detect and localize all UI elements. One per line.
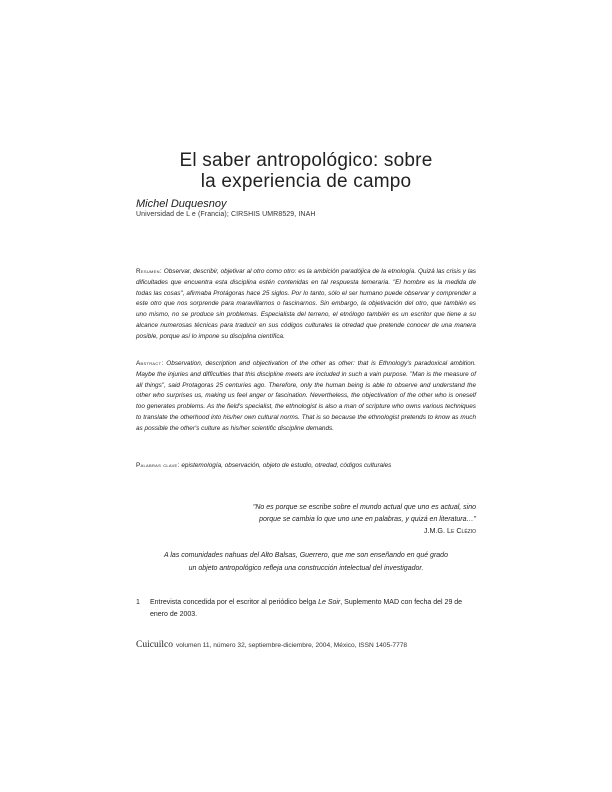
title-line-1: El saber antropológico: sobre [179,149,433,171]
epigraph-line-2: porque se cambia lo que uno une en palabras, y quizá en literatura…" [259,515,476,523]
author-affiliation: Universidad de L e (Francia); CIRSHIS UMR8529, INAH [136,211,316,218]
dedication-line-1: A las comunidades nahuas del Alto Balsas, Guerrero, que me son enseñando en qué grado [164,552,448,559]
footnote-text [150,597,476,620]
epigraph-author: J.M.G. Le Clézio [423,526,476,535]
dedication [136,549,476,575]
footnote-mark: 1 [136,599,140,606]
keywords-text: epistemología, observación, objeto de estudio, otredad, códigos culturales [179,462,392,469]
keywords-block [136,461,476,472]
footnote-newspaper-title: Le Soir [318,599,341,606]
title-line-2: la experiencia de campo [200,170,412,192]
resumen-text: Observar, describir, objetivar al otro como otro: es la ambición paradójica de la etnología. Quizá las crisis y las dificultades que encuentra esta disciplina estén contenidas en tal respuesta temeraria. "El hombre es la medida de todas las cosas", afirmaba Protágoras hace 25 siglos. Por lo tanto, sólo el ser humano puede observar y comprender a este otro que nos sorprende para maravillarnos o fascinarnos. Sin embargo, la objetivación del otro, que también es uno mismo, no se produce sin problemas. Especialista del terreno, el etnólogo también es un escritor que tiene a su alcance numerosas técnicas para traducir en sus códigos culturales la otredad que pretende conocer de una manera posible, porque así lo impone su disciplina científica. [136,268,476,340]
abstract-text: Observation, description and objectivation of the other as other: that is Ethnology's paradoxical ambition. Maybe the injuries and difficulties that this discipline meets are included in such a vain purpose. "Man is the measure of all things", said Protagoras 25 centuries ago. Therefore, only the human being is able to observe and understand the other who surprises us, making us feel anger or fascination. Nevertheless, the objectivation of the other who is oneself too generates problems. As the field's specialist, the ethnologist is also a man of scripture who owns various techniques to translate the otherhood into his/her own cultural norms. That is so because the ethnologist pretends to know as much as possible the other's culture as his/her scientific discipline demands. [136,360,476,432]
journal-citation [136,640,407,650]
footnote [136,597,476,620]
footnote-text-after: , Suplemento MAD con fecha del 29 de enero de 2003. [150,599,463,618]
epigraph-line-1: "No es porque se escribe sobre el mundo actual que uno es actual, sino [252,504,476,511]
journal-issue-info: volumen 11, número 32, septiembre-diciembre, 2004, México, ISSN 1405-7778 [175,642,408,649]
keywords-label: Palabras clave: [136,462,180,469]
article-title [0,150,612,192]
epigraph-quote [190,502,476,525]
journal-logo: Cuicuilco [136,640,173,650]
resumen-block [136,267,476,343]
abstract-label: Abstract: [136,360,164,367]
abstract-block [136,359,476,435]
dedication-line-2: un objeto antropológico refleja una construcción intelectual del investigador. [188,565,424,572]
author-name: Michel Duquesnoy [136,198,227,210]
footnote-text-before: Entrevista concedida por el escritor al periódico belga [150,599,319,606]
resumen-label: Resumen: [136,268,162,275]
